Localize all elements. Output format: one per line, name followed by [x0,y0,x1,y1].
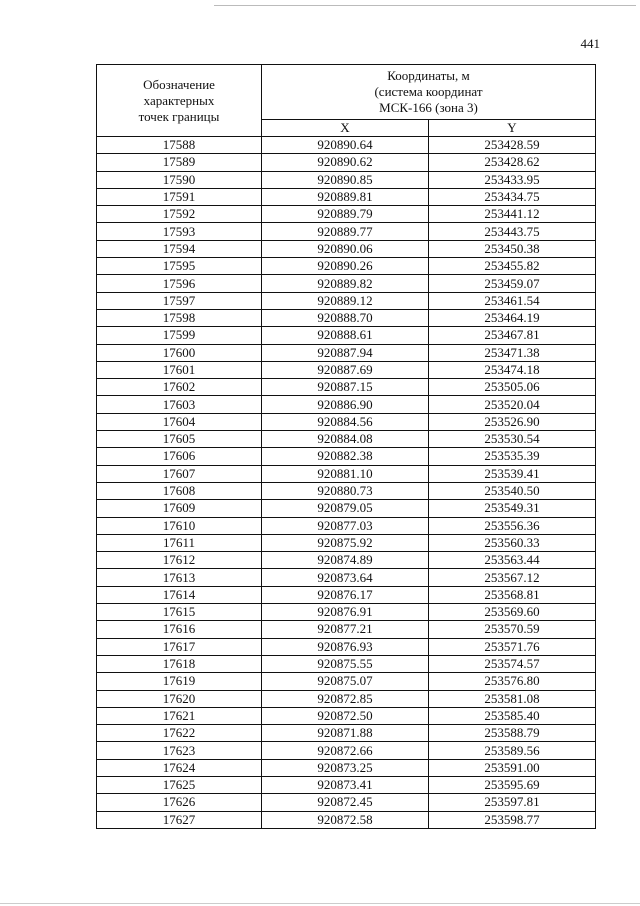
x-coordinate-cell: 920875.07 [262,673,429,690]
point-id-cell: 17608 [97,482,262,499]
point-id-cell: 17627 [97,811,262,828]
y-coordinate-cell: 253434.75 [429,188,596,205]
x-coordinate-cell: 920876.93 [262,638,429,655]
table-row [97,448,596,465]
point-id-cell: 17600 [97,344,262,361]
table-row [97,569,596,586]
table-row [97,292,596,309]
y-header: Y [429,120,596,137]
y-coordinate-cell: 253520.04 [429,396,596,413]
y-coordinate-cell: 253540.50 [429,482,596,499]
y-coordinate-cell: 253461.54 [429,292,596,309]
x-coordinate-cell: 920888.61 [262,327,429,344]
y-coordinate-cell: 253585.40 [429,707,596,724]
table-row [97,379,596,396]
point-id-cell: 17594 [97,240,262,257]
y-coordinate-cell: 253595.69 [429,776,596,793]
y-coordinate-cell: 253530.54 [429,431,596,448]
point-id-cell: 17595 [97,258,262,275]
table-row [97,621,596,638]
point-id-cell: 17592 [97,206,262,223]
y-coordinate-cell: 253433.95 [429,171,596,188]
y-coordinate-cell: 253549.31 [429,500,596,517]
x-coordinate-cell: 920887.15 [262,379,429,396]
y-coordinate-cell: 253560.33 [429,534,596,551]
y-coordinate-cell: 253505.06 [429,379,596,396]
point-id-cell: 17591 [97,188,262,205]
point-id-cell: 17615 [97,604,262,621]
y-coordinate-cell: 253591.00 [429,759,596,776]
point-id-cell: 17622 [97,725,262,742]
table-row [97,137,596,154]
point-id-cell: 17618 [97,655,262,672]
table-row [97,309,596,326]
point-id-cell: 17596 [97,275,262,292]
table-row [97,327,596,344]
y-coordinate-cell: 253464.19 [429,309,596,326]
y-coordinate-cell: 253588.79 [429,725,596,742]
point-id-cell: 17613 [97,569,262,586]
table-row [97,258,596,275]
table-row [97,361,596,378]
table-row [97,742,596,759]
x-header: X [262,120,429,137]
point-id-cell: 17597 [97,292,262,309]
coordinates-header-line: МСК-166 (зона 3) [379,100,478,115]
x-coordinate-cell: 920879.05 [262,500,429,517]
table-row [97,759,596,776]
x-coordinate-cell: 920888.70 [262,309,429,326]
table-row [97,482,596,499]
point-id-cell: 17589 [97,154,262,171]
table-row [97,794,596,811]
x-coordinate-cell: 920876.91 [262,604,429,621]
y-coordinate-cell: 253428.59 [429,137,596,154]
x-coordinate-cell: 920889.81 [262,188,429,205]
y-coordinate-cell: 253568.81 [429,586,596,603]
table-row [97,465,596,482]
x-coordinate-cell: 920880.73 [262,482,429,499]
point-id-cell: 17611 [97,534,262,551]
points-header [97,65,262,137]
point-id-cell: 17588 [97,137,262,154]
top-rule [214,5,636,6]
x-coordinate-cell: 920889.82 [262,275,429,292]
coordinates-table [96,64,596,829]
point-id-cell: 17605 [97,431,262,448]
y-coordinate-cell: 253567.12 [429,569,596,586]
x-coordinate-cell: 920890.06 [262,240,429,257]
x-coordinate-cell: 920886.90 [262,396,429,413]
x-coordinate-cell: 920889.77 [262,223,429,240]
y-coordinate-cell: 253450.38 [429,240,596,257]
point-id-cell: 17603 [97,396,262,413]
point-id-cell: 17610 [97,517,262,534]
table-row [97,431,596,448]
table-row [97,517,596,534]
y-coordinate-cell: 253598.77 [429,811,596,828]
point-id-cell: 17626 [97,794,262,811]
x-coordinate-cell: 920887.94 [262,344,429,361]
y-coordinate-cell: 253556.36 [429,517,596,534]
point-id-cell: 17620 [97,690,262,707]
x-coordinate-cell: 920889.79 [262,206,429,223]
point-id-cell: 17607 [97,465,262,482]
x-coordinate-cell: 920890.26 [262,258,429,275]
table-row [97,500,596,517]
y-coordinate-cell: 253589.56 [429,742,596,759]
x-coordinate-cell: 920884.56 [262,413,429,430]
table-row [97,534,596,551]
table-row [97,396,596,413]
table-row [97,725,596,742]
table-row [97,604,596,621]
x-coordinate-cell: 920874.89 [262,552,429,569]
table-row [97,655,596,672]
y-coordinate-cell: 253467.81 [429,327,596,344]
x-coordinate-cell: 920872.50 [262,707,429,724]
x-coordinate-cell: 920877.21 [262,621,429,638]
point-id-cell: 17602 [97,379,262,396]
y-coordinate-cell: 253597.81 [429,794,596,811]
y-coordinate-cell: 253563.44 [429,552,596,569]
point-id-cell: 17614 [97,586,262,603]
x-coordinate-cell: 920875.92 [262,534,429,551]
x-coordinate-cell: 920872.45 [262,794,429,811]
x-coordinate-cell: 920872.58 [262,811,429,828]
y-coordinate-cell: 253574.57 [429,655,596,672]
point-id-cell: 17601 [97,361,262,378]
point-id-cell: 17598 [97,309,262,326]
x-coordinate-cell: 920873.41 [262,776,429,793]
table-row [97,413,596,430]
x-coordinate-cell: 920873.64 [262,569,429,586]
coordinates-header-line: Координаты, м [387,68,470,83]
x-coordinate-cell: 920881.10 [262,465,429,482]
y-coordinate-cell: 253581.08 [429,690,596,707]
point-id-cell: 17616 [97,621,262,638]
y-coordinate-cell: 253539.41 [429,465,596,482]
x-coordinate-cell: 920872.66 [262,742,429,759]
x-coordinate-cell: 920871.88 [262,725,429,742]
y-coordinate-cell: 253570.59 [429,621,596,638]
table-row [97,690,596,707]
table-row [97,586,596,603]
y-coordinate-cell: 253526.90 [429,413,596,430]
table-row [97,776,596,793]
y-coordinate-cell: 253459.07 [429,275,596,292]
point-id-cell: 17624 [97,759,262,776]
bottom-rule [0,903,640,904]
y-coordinate-cell: 253569.60 [429,604,596,621]
point-id-cell: 17590 [97,171,262,188]
y-coordinate-cell: 253576.80 [429,673,596,690]
y-coordinate-cell: 253471.38 [429,344,596,361]
table-row [97,240,596,257]
point-id-cell: 17621 [97,707,262,724]
point-id-cell: 17609 [97,500,262,517]
y-coordinate-cell: 253428.62 [429,154,596,171]
y-coordinate-cell: 253474.18 [429,361,596,378]
point-id-cell: 17606 [97,448,262,465]
y-coordinate-cell: 253455.82 [429,258,596,275]
table-row [97,171,596,188]
x-coordinate-cell: 920882.38 [262,448,429,465]
y-coordinate-cell: 253571.76 [429,638,596,655]
table-row [97,154,596,171]
table-row [97,275,596,292]
point-id-cell: 17625 [97,776,262,793]
table-row [97,344,596,361]
header-row [97,65,596,120]
table-row [97,188,596,205]
x-coordinate-cell: 920884.08 [262,431,429,448]
x-coordinate-cell: 920872.85 [262,690,429,707]
table-row [97,638,596,655]
x-coordinate-cell: 920890.85 [262,171,429,188]
point-id-cell: 17599 [97,327,262,344]
points-header-line: Обозначение [143,76,215,92]
point-id-cell: 17604 [97,413,262,430]
x-coordinate-cell: 920875.55 [262,655,429,672]
points-header-line: характерных [143,92,215,108]
x-coordinate-cell: 920887.69 [262,361,429,378]
table-row [97,673,596,690]
table-row [97,707,596,724]
y-coordinate-cell: 253441.12 [429,206,596,223]
point-id-cell: 17623 [97,742,262,759]
table-row [97,223,596,240]
x-coordinate-cell: 920873.25 [262,759,429,776]
y-coordinate-cell: 253535.39 [429,448,596,465]
coordinates-header [262,65,596,120]
coordinates-header-line: (система координат [374,84,483,99]
point-id-cell: 17617 [97,638,262,655]
x-coordinate-cell: 920890.64 [262,137,429,154]
table-row [97,552,596,569]
x-coordinate-cell: 920890.62 [262,154,429,171]
table-row [97,811,596,828]
table-row [97,206,596,223]
x-coordinate-cell: 920889.12 [262,292,429,309]
point-id-cell: 17593 [97,223,262,240]
x-coordinate-cell: 920876.17 [262,586,429,603]
x-coordinate-cell: 920877.03 [262,517,429,534]
y-coordinate-cell: 253443.75 [429,223,596,240]
points-header-line: точек границы [138,108,220,124]
point-id-cell: 17612 [97,552,262,569]
page-number: 441 [580,36,600,51]
point-id-cell: 17619 [97,673,262,690]
